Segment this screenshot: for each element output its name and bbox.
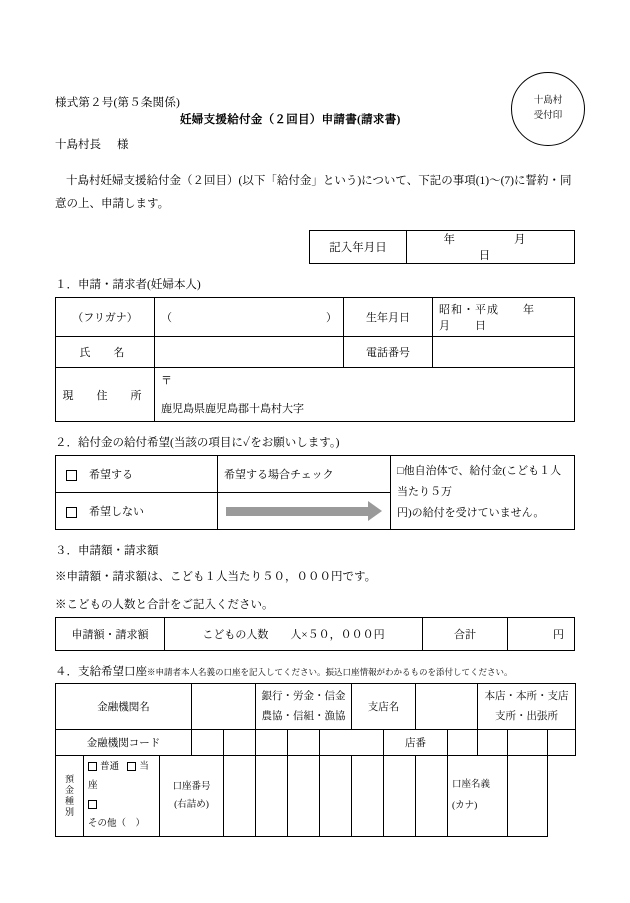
bank-code-digit[interactable] xyxy=(192,730,224,756)
branch-number-digit[interactable] xyxy=(478,730,508,756)
form-number: 様式第２号(第５条関係) xyxy=(55,97,181,109)
account-name-field[interactable] xyxy=(508,756,548,837)
deposit-type-options[interactable] xyxy=(84,756,160,837)
branch-number-spacer xyxy=(548,730,576,756)
bank-account-table xyxy=(55,683,576,837)
wish-no-option[interactable] xyxy=(56,493,218,530)
account-name-kana: (カナ) xyxy=(452,801,478,811)
deposit-type-futsu: 普通 xyxy=(100,762,120,772)
table-row xyxy=(56,368,575,422)
entry-date-block xyxy=(55,230,585,264)
arrow-label-cell: 希望する場合チェック xyxy=(218,456,391,493)
children-count-field[interactable]: こどもの人数 人×５０，０００円 xyxy=(165,618,423,651)
amount-table xyxy=(55,617,575,651)
account-number-digit[interactable] xyxy=(288,756,320,837)
section-3-heading: ３．申請額・請求額 xyxy=(55,545,159,557)
birthdate-field[interactable]: 昭和・平成 年 月 日 xyxy=(433,298,575,337)
phone-field[interactable] xyxy=(433,337,575,368)
account-number-digit[interactable] xyxy=(224,756,256,837)
account-number-note: (右詰め) xyxy=(174,800,209,810)
table-row xyxy=(56,298,575,337)
section-1-heading: １．申請・請求者(妊婦本人) xyxy=(55,279,201,291)
postal-mark: 〒 xyxy=(161,375,172,387)
arrow-graphic-cell xyxy=(218,493,391,530)
branch-name-field[interactable] xyxy=(416,684,478,730)
deposit-kind-char-1: 預 xyxy=(64,773,74,784)
branch-number-label: 店番 xyxy=(384,730,448,756)
checkbox-icon[interactable] xyxy=(127,762,136,771)
account-name-label xyxy=(448,756,508,837)
section-4-heading: ４．支給希望口座 xyxy=(55,666,147,678)
account-number-digit[interactable] xyxy=(320,756,352,837)
phone-label: 電話番号 xyxy=(344,337,433,368)
table-row xyxy=(56,730,576,756)
account-number-digit[interactable] xyxy=(416,756,448,837)
deposit-kind-char-3: 種 xyxy=(64,796,74,806)
deposit-type-row-1[interactable] xyxy=(88,758,155,796)
section-3-note-2: ※こどもの人数と合計をご記入ください。 xyxy=(55,599,274,611)
name-label: 氏 名 xyxy=(56,337,155,368)
branch-name-label: 支店名 xyxy=(352,684,416,730)
amount-row-label: 申請額・請求額 xyxy=(56,618,165,651)
addressee-honorific: 様 xyxy=(117,139,129,151)
seal-line-2: 受付印 xyxy=(533,111,563,121)
bank-code-digit[interactable] xyxy=(256,730,288,756)
confirmation-line-1: □他自治体で、給付金(こども１人当たり５万 xyxy=(397,465,562,499)
entry-date-table xyxy=(309,230,585,264)
bank-code-digit[interactable] xyxy=(288,730,320,756)
deposit-type-touza: 当座 xyxy=(88,762,149,791)
entry-date-label: 記入年月日 xyxy=(310,231,407,264)
table-row xyxy=(56,337,575,368)
form-sheet xyxy=(55,80,585,837)
table-row xyxy=(56,618,575,651)
bank-kind-line-2: 農協・信組・漁協 xyxy=(261,710,346,722)
bank-kind-line-1: 銀行・労金・信金 xyxy=(261,691,346,703)
addressee xyxy=(55,136,575,152)
checkbox-icon[interactable] xyxy=(88,762,97,771)
birthdate-label: 生年月日 xyxy=(344,298,433,337)
section-2-heading: ２．給付金の給付希望(当該の項目に✓をお願いします。) xyxy=(55,437,340,449)
address-field[interactable] xyxy=(155,368,575,422)
name-field[interactable] xyxy=(155,337,344,368)
table-row xyxy=(56,456,575,493)
reception-seal-stamp xyxy=(511,72,585,146)
furigana-label: （フリガナ） xyxy=(56,298,155,337)
seal-line-1: 十島村 xyxy=(533,95,563,106)
intro-paragraph: 十島村妊婦支援給付金（２回目）(以下「給付金」という)について、下記の事項(1)～(7)に誓約・同意の上、申請します。 xyxy=(55,175,572,210)
deposit-type-other: その他（ ） xyxy=(88,819,146,829)
applicant-table xyxy=(55,297,575,422)
deposit-kind-label xyxy=(56,756,84,837)
account-name-title: 口座名義 xyxy=(452,780,491,791)
address-label: 現 住 所 xyxy=(56,368,155,422)
entry-date-field[interactable]: 年 月 日 xyxy=(407,231,575,264)
paren-open: （ xyxy=(161,312,172,324)
bank-name-label: 金融機関名 xyxy=(56,684,192,730)
account-number-digit[interactable] xyxy=(256,756,288,837)
table-row xyxy=(56,684,576,730)
checkbox-icon[interactable] xyxy=(88,800,97,809)
addressee-name: 十島村長 xyxy=(55,139,101,151)
checkbox-icon[interactable] xyxy=(66,470,77,481)
total-amount-field[interactable]: 円 xyxy=(508,618,575,651)
address-value: 鹿児島県鹿児島郡十島村大字 xyxy=(161,403,304,415)
account-number-digit[interactable] xyxy=(384,756,416,837)
table-row xyxy=(56,756,576,837)
benefit-wish-table xyxy=(55,455,575,530)
total-label: 合計 xyxy=(423,618,508,651)
document-title: 妊婦支援給付金（２回目）申請書(請求書) xyxy=(180,114,401,126)
bank-code-spacer xyxy=(320,730,384,756)
branch-kind-line-1: 本店・本所・支店 xyxy=(484,691,569,703)
confirmation-statement[interactable] xyxy=(391,456,575,530)
paren-close: ） xyxy=(326,312,337,324)
account-number-label xyxy=(160,756,224,837)
bank-kind-options xyxy=(256,684,352,730)
bank-name-field[interactable] xyxy=(192,684,256,730)
branch-kind-options xyxy=(478,684,576,730)
branch-number-digit[interactable] xyxy=(508,730,548,756)
wish-yes-option[interactable] xyxy=(56,456,218,493)
branch-kind-line-2: 支所・出張所 xyxy=(495,710,558,722)
section-4-note: ※申請者本人名義の口座を記入してください。振込口座情報がわかるものを添付してください。 xyxy=(147,667,513,677)
checkbox-icon[interactable] xyxy=(66,507,77,518)
form-header xyxy=(55,80,575,126)
wish-yes-label: 希望する xyxy=(89,469,133,481)
branch-number-digit[interactable] xyxy=(448,730,478,756)
section-4-heading-row xyxy=(55,663,575,679)
account-number-digit[interactable] xyxy=(352,756,384,837)
furigana-field[interactable] xyxy=(155,298,344,337)
bank-code-label: 金融機関コード xyxy=(56,730,192,756)
deposit-type-row-2[interactable] xyxy=(88,796,155,834)
right-arrow-icon xyxy=(226,500,382,522)
account-number-title: 口座番号 xyxy=(172,781,211,792)
section-3-note-1: ※申請額・請求額は、こども１人当たり５０，０００円です。 xyxy=(55,571,377,583)
deposit-kind-char-4: 別 xyxy=(64,807,74,818)
confirmation-line-2: 円)の給付を受けていません。 xyxy=(397,506,545,519)
deposit-kind-char-2: 金 xyxy=(64,784,74,795)
bank-code-digit[interactable] xyxy=(224,730,256,756)
wish-no-label: 希望しない xyxy=(89,506,144,518)
